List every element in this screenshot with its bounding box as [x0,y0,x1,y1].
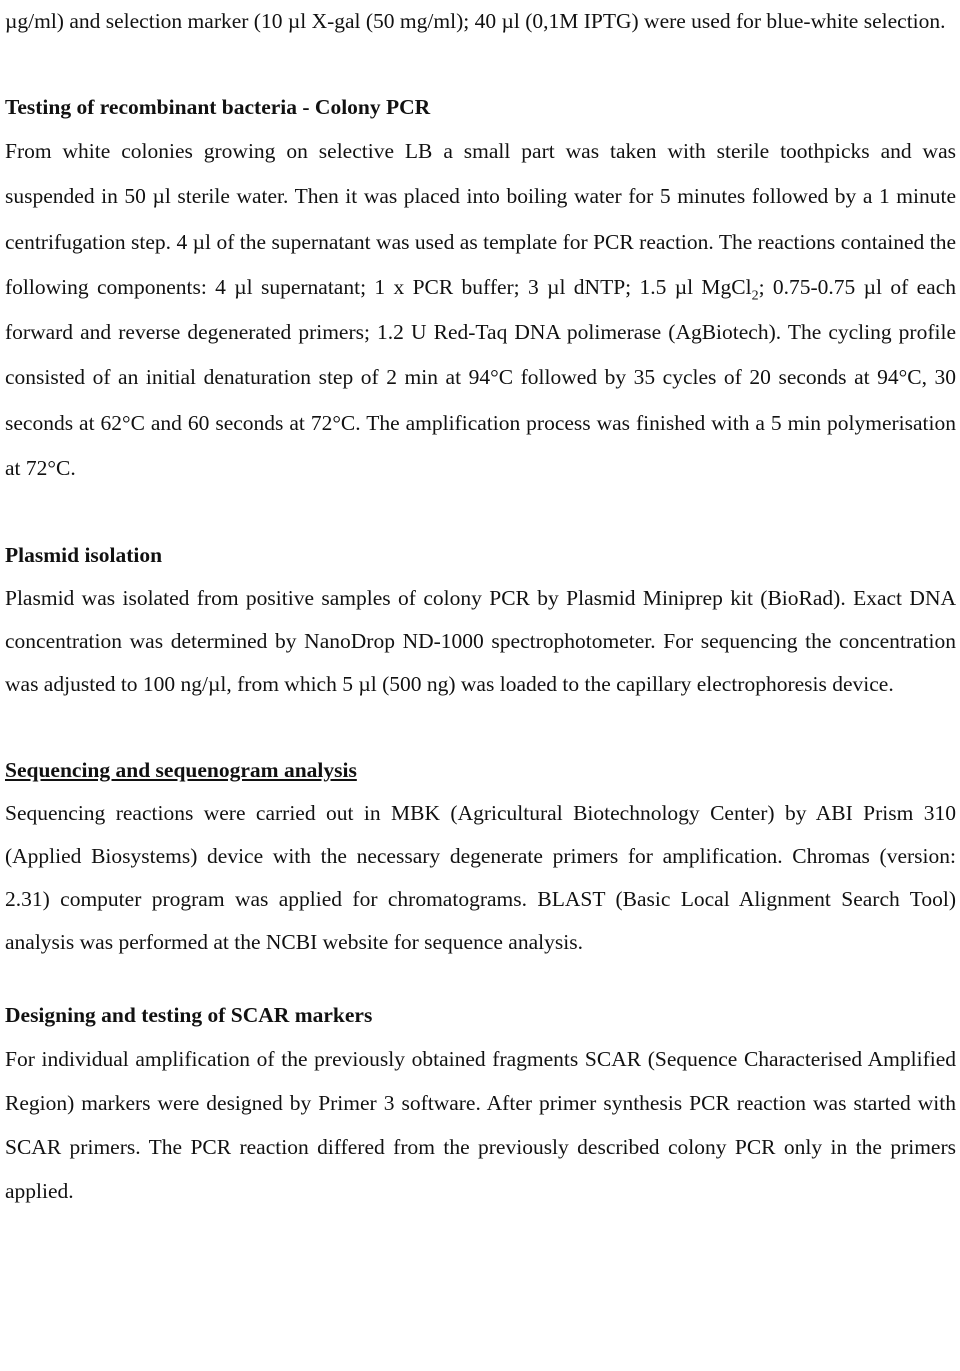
mgcl-subscript: 2 [751,288,759,304]
spacer [5,964,956,994]
spacer [5,491,956,534]
scar-markers-paragraph: For individual amplification of the previously obtained fragments SCAR (Sequence Characterised Amplified Region) markers were designed by Primer 3 software. After primer synthesis PCR reaction was started with SCAR primers. The PCR reaction differed from the previously described colony PCR only in the primers applied. [5,1047,956,1204]
section-heading-sequencing: Sequencing and sequenogram analysis [5,758,357,783]
sequencing-paragraph: Sequencing reactions were carried out in MBK (Agricultural Biotechnology Center) by ABI Prism 310 (Applied Biosystems) device with the necessary degenerate primers for amplification. Chromas (version: 2.31) computer program was applied for chromatograms. BLAST (Basic Local Alignment Search Tool) analysis was performed at the NCBI website for sequence analysis. [5,801,956,955]
spacer [5,706,956,749]
section-heading-colony-pcr: Testing of recombinant bacteria - Colony PCR [5,95,431,119]
colony-pcr-text-part2: ; 0.75-0.75 µl of each forward and reverse degenerated primers; 1.2 U Red-Taq DNA polimerase (AgBiotech). The cycling profile consisted of an initial denaturation step of 2 min at 94°C followed by 35 cycles of 20 seconds at 94°C, 30 seconds at 62°C and 60 seconds at 72°C. The amplification process was finished with a 5 min polymerisation at 72°C. [5,274,956,481]
section-heading-plasmid-isolation: Plasmid isolation [5,543,163,568]
plasmid-isolation-paragraph: Plasmid was isolated from positive samples of colony PCR by Plasmid Miniprep kit (BioRad). Exact DNA concentration was determined by NanoDrop ND-1000 spectrophotometer. For sequencing the concentration was adjusted to 100 ng/µl, from which 5 µl (500 ng) was loaded to the capillary electrophoresis device. [5,586,956,697]
document-page [5,0,956,1213]
intro-paragraph: µg/ml) and selection marker (10 µl X-gal (50 mg/ml); 40 µl (0,1M IPTG) were used for blue-white selection. [5,9,946,33]
colony-pcr-paragraph [5,129,956,491]
colony-pcr-text-part1: From white colonies growing on selective LB a small part was taken with sterile toothpicks and was suspended in 50 µl sterile water. Then it was placed into boiling water for 5 minutes followed by a 1 minute centrifugation step. 4 µl of the supernatant was used as template for PCR reaction. The reactions contained the following components: 4 µl supernatant; 1 x PCR buffer; 3 µl dNTP; 1.5 µl MgCl [5,139,956,299]
section-heading-scar-markers: Designing and testing of SCAR markers [5,1003,373,1028]
spacer [5,43,956,86]
